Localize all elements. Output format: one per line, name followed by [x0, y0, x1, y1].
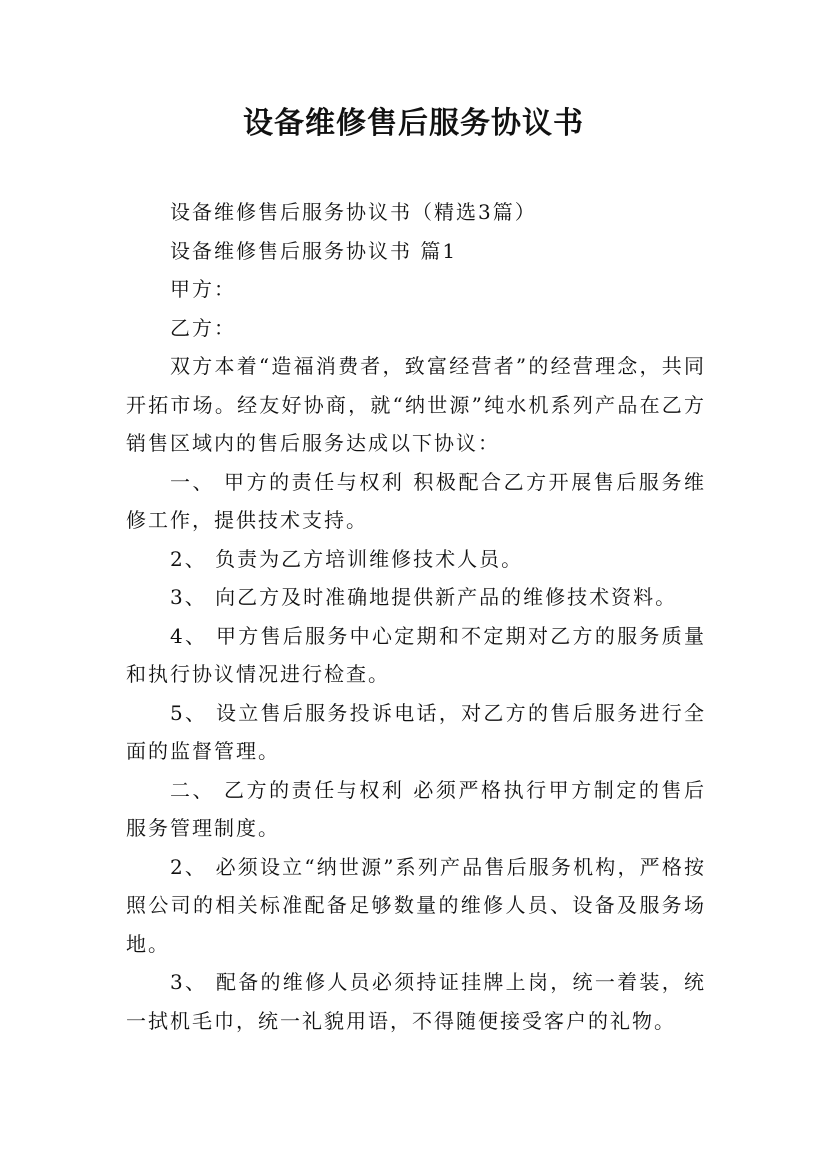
- paragraph-clause-2-1: 二、 乙方的责任与权利 必须严格执行甲方制定的售后服务管理制度。: [126, 777, 706, 840]
- document-body: [126, 193, 706, 1040]
- paragraph-clause-1-2: 2、 负责为乙方培训维修技术人员。: [170, 546, 524, 571]
- paragraph-clause-1-4: 4、 甲方售后服务中心定期和不定期对乙方的服务质量和执行协议情况进行检查。: [126, 623, 706, 686]
- document-title: 设备维修售后服务协议书: [243, 106, 584, 141]
- paragraph-clause-2-3: 3、 配备的维修人员必须持证挂牌上岗，统一着装，统一拭机毛巾，统一礼貌用语，不得随便接受客户的礼物。: [126, 970, 706, 1033]
- paragraph-preamble: 双方本着“造福消费者，致富经营者”的经营理念，共同开拓市场。经友好协商，就“纳世源”纯水机系列产品在乙方销售区域内的售后服务达成以下协议：: [126, 354, 706, 455]
- paragraph-section-heading: 设备维修售后服务协议书 篇1: [170, 238, 458, 263]
- paragraph-subtitle: 设备维修售后服务协议书（精选3篇）: [170, 200, 537, 224]
- paragraph-clause-1-5: 5、 设立售后服务投诉电话，对乙方的售后服务进行全面的监督管理。: [126, 700, 706, 763]
- paragraph-party-b: 乙方：: [170, 315, 236, 340]
- paragraph-clause-1-1: 一、 甲方的责任与权利 积极配合乙方开展售后服务维修工作，提供技术支持。: [126, 469, 706, 532]
- paragraph-clause-2-2: 2、 必须设立“纳世源”系列产品售后服务机构，严格按照公司的相关标准配备足够数量的维修人员、设备及服务场地。: [126, 854, 706, 956]
- paragraph-party-a: 甲方：: [170, 277, 236, 301]
- paragraph-clause-1-3: 3、 向乙方及时准确地提供新产品的维修技术资料。: [170, 585, 678, 609]
